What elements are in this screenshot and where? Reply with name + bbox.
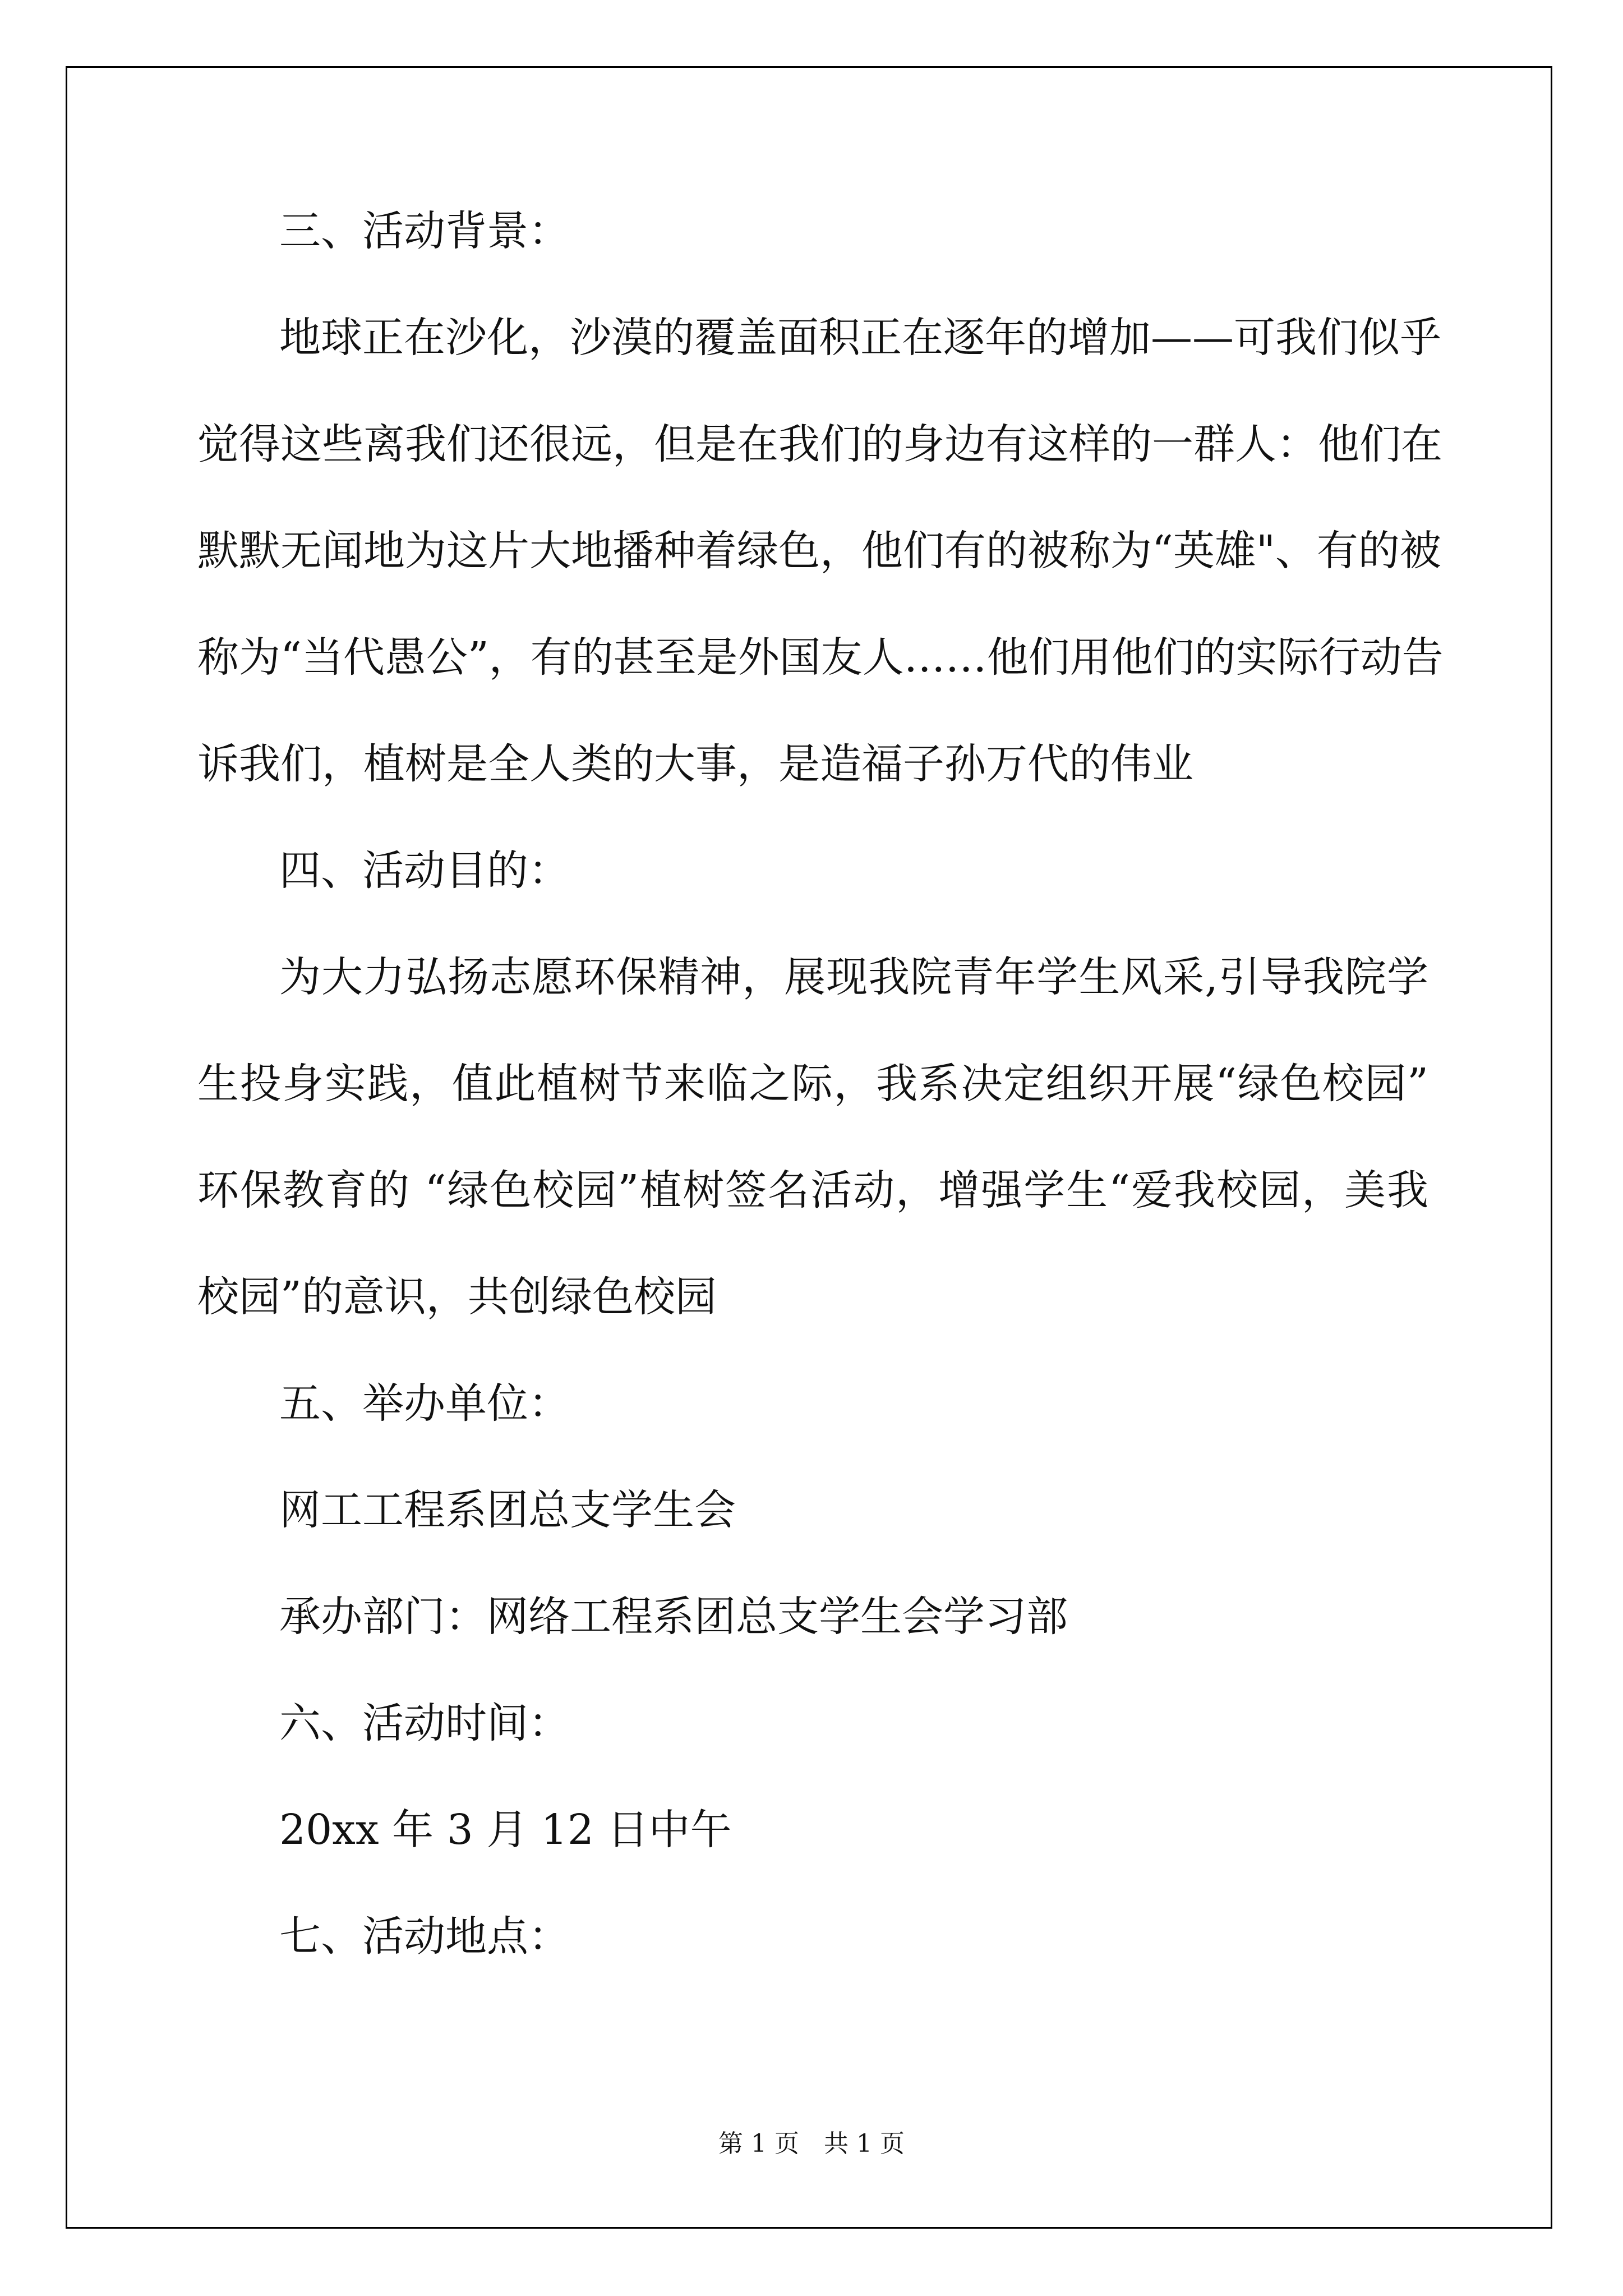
paragraph-line: 生投身实践，值此植树节来临之际，我系决定组织开展“绿色校园” <box>197 1060 1428 1108</box>
section-heading-background: 三、活动背景： <box>279 207 570 255</box>
paragraph-line: 为大力弘扬志愿环保精神，展现我院青年学生风采,引导我院学 <box>279 953 1428 1001</box>
paragraph-line: 校园”的意识，共创绿色校园 <box>197 1273 717 1321</box>
time-text: 20xx 年 3 月 12 日中午 <box>279 1806 732 1854</box>
section-heading-organizer: 五、举办单位： <box>279 1379 570 1428</box>
paragraph-line: 环保教育的 “绿色校园”植树签名活动，增强学生“爱我校园，美我 <box>197 1166 1428 1214</box>
section-heading-purpose: 四、活动目的： <box>279 846 570 895</box>
paragraph-line: 地球正在沙化，沙漠的覆盖面积正在逐年的增加——可我们似乎 <box>279 314 1441 362</box>
paragraph-line: 默默无闻地为这片大地播种着绿色，他们有的被称为“英雄"、有的被 <box>197 527 1441 575</box>
page-footer: 第 1 页 共 1 页 <box>718 2129 905 2158</box>
paragraph-line: 诉我们，植树是全人类的大事，是造福子孙万代的伟业 <box>197 740 1193 788</box>
paragraph-line: 称为“当代愚公”，有的甚至是外国友人……他们用他们的实际行动告 <box>197 633 1444 682</box>
undertaker-text: 承办部门：网络工程系团总支学生会学习部 <box>279 1593 1068 1641</box>
paragraph-line: 觉得这些离我们还很远，但是在我们的身边有这样的一群人：他们在 <box>197 420 1442 468</box>
section-heading-location: 七、活动地点： <box>279 1912 570 1961</box>
section-heading-time: 六、活动时间： <box>279 1699 570 1747</box>
page-border <box>66 66 1552 2229</box>
organizer-text: 网工工程系团总支学生会 <box>279 1486 736 1534</box>
